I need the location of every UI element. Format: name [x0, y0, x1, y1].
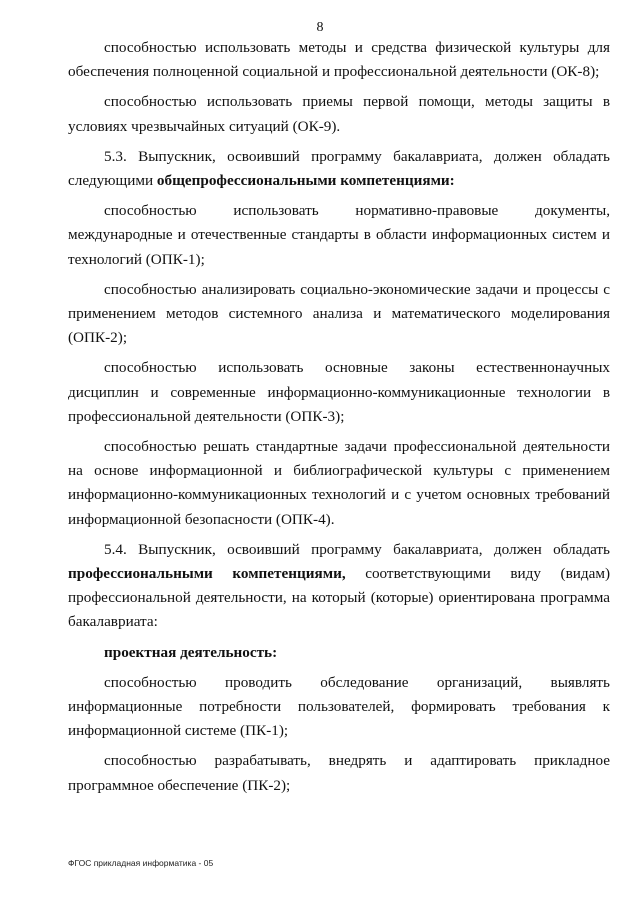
activity-heading — [68, 641, 610, 665]
document-body — [68, 36, 610, 804]
section-5-3-intro — [68, 145, 610, 193]
section-5-4-intro — [68, 538, 610, 635]
competence-opk-3: способностью использовать основные законы естественнонаучных дисциплин и современные информационно-коммуникационные технологии в профессиональной деятельности (ОПК-3); — [68, 359, 610, 425]
competence-opk-1: способностью использовать нормативно-правовые документы, международные и отечественные стандарты в области информационных систем и технологий (ОПК-1); — [68, 202, 610, 268]
section-5-3-text: 5.3. Выпускник, освоивший программу бакалавриата, должен обладать следующими — [68, 147, 610, 190]
competence-ok-9: способностью использовать приемы первой помощи, методы защиты в условиях чрезвычайных ситуаций (ОК-9). — [68, 93, 610, 135]
section-5-4-bold-term: профессиональными компетенциями, — [68, 565, 346, 583]
section-5-4-text: 5.4. Выпускник, освоивший программу бакалавриата, должен обладать — [104, 540, 610, 558]
activity-heading-text: проектная деятельность: — [104, 643, 278, 661]
competence-ok-8: способностью использовать методы и средства физической культуры для обеспечения полноценной социальной и профессиональной деятельности (ОК-8); — [68, 39, 610, 81]
competence-opk-4: способностью решать стандартные задачи профессиональной деятельности на основе информационной и библиографической культуры с применением информационно-коммуникационных технологий и с учетом основных требований информационной безопасности (ОПК-4). — [68, 438, 610, 528]
competence-opk-2: способностью анализировать социально-экономические задачи и процессы с применением методов системного анализа и математического моделирования (ОПК-2); — [68, 280, 610, 347]
competence-pk-1: способностью проводить обследование организаций, выявлять информационные потребности пользователей, формировать требования к информационной системе (ПК-1); — [68, 673, 610, 740]
competence-pk-2: способностью разрабатывать, внедрять и адаптировать прикладное программное обеспечение (ПК-2); — [68, 752, 610, 794]
section-5-3-bold-term: общепрофессиональными компетенциями: — [156, 172, 455, 190]
page-number: 8 — [316, 20, 324, 35]
footer-note: ФГОС прикладная информатика - 05 — [68, 858, 214, 868]
section-5-4-text-end: соответствующими виду (видам) профессиональной деятельности, на который (которые) ориентирована программа бакалавриата: — [68, 565, 611, 631]
